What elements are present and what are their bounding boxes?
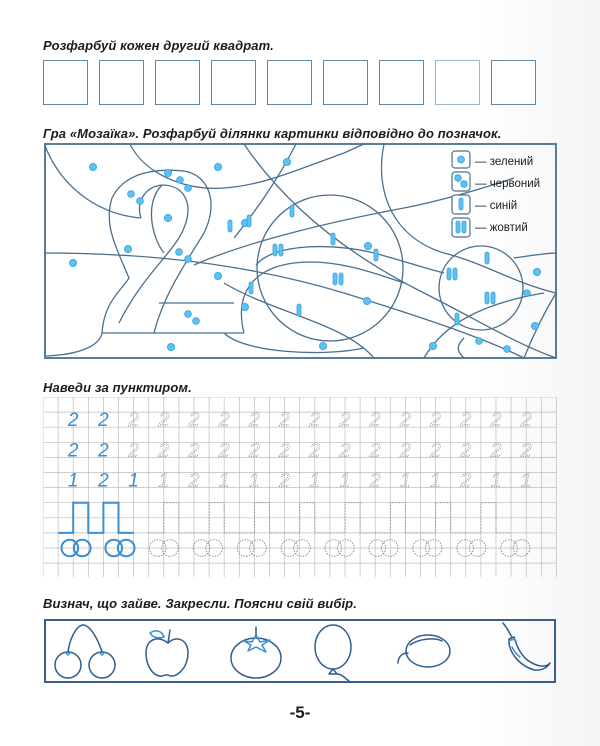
trace-digit: 2: [490, 410, 502, 432]
tomato-icon[interactable]: [231, 627, 281, 678]
task3-title: Наведи за пунктиром.: [43, 380, 192, 395]
legend-yellow: — жовтий: [475, 222, 528, 234]
color-square-9[interactable]: [491, 60, 536, 105]
trace-digit: 2: [309, 410, 321, 432]
squares-row: [43, 60, 536, 105]
trace-digit: 2: [188, 410, 200, 432]
trace-digit: 1: [490, 470, 502, 492]
trace-digit: 2: [98, 470, 109, 492]
page-number: -5-: [289, 703, 311, 722]
color-square-3[interactable]: [155, 60, 200, 105]
odd-one-out-box: [44, 619, 556, 683]
legend-green: — зелений: [475, 156, 534, 168]
trace-digit: 1: [309, 470, 321, 492]
trace-digit: 2: [400, 440, 411, 462]
trace-digit: 2: [67, 410, 79, 432]
trace-digit: 2: [67, 440, 79, 462]
trace-digit: 2: [460, 410, 472, 432]
apple-icon[interactable]: [146, 630, 188, 676]
trace-digit: 1: [339, 470, 351, 492]
trace-digit: 2: [218, 440, 230, 462]
trace-digit: 1: [158, 470, 170, 492]
trace-digit: 1: [400, 470, 411, 492]
color-square-5[interactable]: [267, 60, 312, 105]
trace-digit: 2: [490, 440, 502, 462]
trace-digit: 2: [188, 440, 200, 462]
tracing-grid[interactable]: [43, 397, 557, 577]
color-square-1[interactable]: [43, 60, 88, 105]
trace-digit: 2: [279, 410, 290, 432]
color-square-2[interactable]: [99, 60, 144, 105]
trace-digit: 2: [460, 470, 472, 492]
trace-digit: 2: [249, 410, 260, 432]
trace-digit: 2: [128, 440, 139, 462]
trace-digit: 1: [430, 470, 441, 492]
color-square-8[interactable]: [435, 60, 480, 105]
trace-digit: 1: [520, 470, 532, 492]
trace-digit: 2: [309, 440, 321, 462]
trace-digit: 2: [98, 440, 109, 462]
task2-title: Гра «Мозаїка». Розфарбуй ділянки картинки відповідно до позначок.: [43, 126, 502, 141]
trace-digit: 2: [339, 440, 351, 462]
trace-digit: 2: [520, 410, 532, 432]
task4-title: Визнач, що зайве. Закресли. Поясни свій вибір.: [43, 596, 357, 611]
legend-red: — червоний: [475, 178, 541, 190]
trace-digit: 2: [339, 410, 351, 432]
trace-digit: 2: [430, 440, 441, 462]
trace-digit: 2: [369, 470, 381, 492]
trace-digit: 2: [369, 410, 381, 432]
task1-title: Розфарбуй кожен другий квадрат.: [43, 38, 274, 53]
trace-digit: 1: [128, 470, 139, 492]
trace-digit: 1: [218, 470, 230, 492]
trace-digit: 2: [520, 440, 532, 462]
trace-digit: 2: [249, 440, 260, 462]
pepper-icon[interactable]: [503, 623, 550, 670]
balloon-icon[interactable]: [315, 625, 351, 681]
trace-digit: 2: [158, 410, 170, 432]
trace-digit: 2: [98, 410, 109, 432]
trace-digit: 2: [158, 440, 170, 462]
trace-digit: 2: [460, 440, 472, 462]
legend-blue: — синій: [475, 200, 518, 212]
trace-digit: 2: [369, 440, 381, 462]
trace-digit: 2: [400, 410, 411, 432]
trace-digit: 2: [218, 410, 230, 432]
trace-digit: 1: [67, 470, 79, 492]
trace-digit: 2: [430, 410, 441, 432]
color-square-4[interactable]: [211, 60, 256, 105]
legend-labels: [475, 151, 540, 239]
trace-digit: 1: [249, 470, 260, 492]
plum-icon[interactable]: [398, 635, 450, 667]
trace-digit: 2: [188, 470, 200, 492]
cherries-icon[interactable]: [55, 625, 115, 678]
trace-digit: 2: [128, 410, 139, 432]
trace-digit: 2: [279, 440, 290, 462]
color-square-6[interactable]: [323, 60, 368, 105]
trace-digit: 2: [279, 470, 290, 492]
color-square-7[interactable]: [379, 60, 424, 105]
